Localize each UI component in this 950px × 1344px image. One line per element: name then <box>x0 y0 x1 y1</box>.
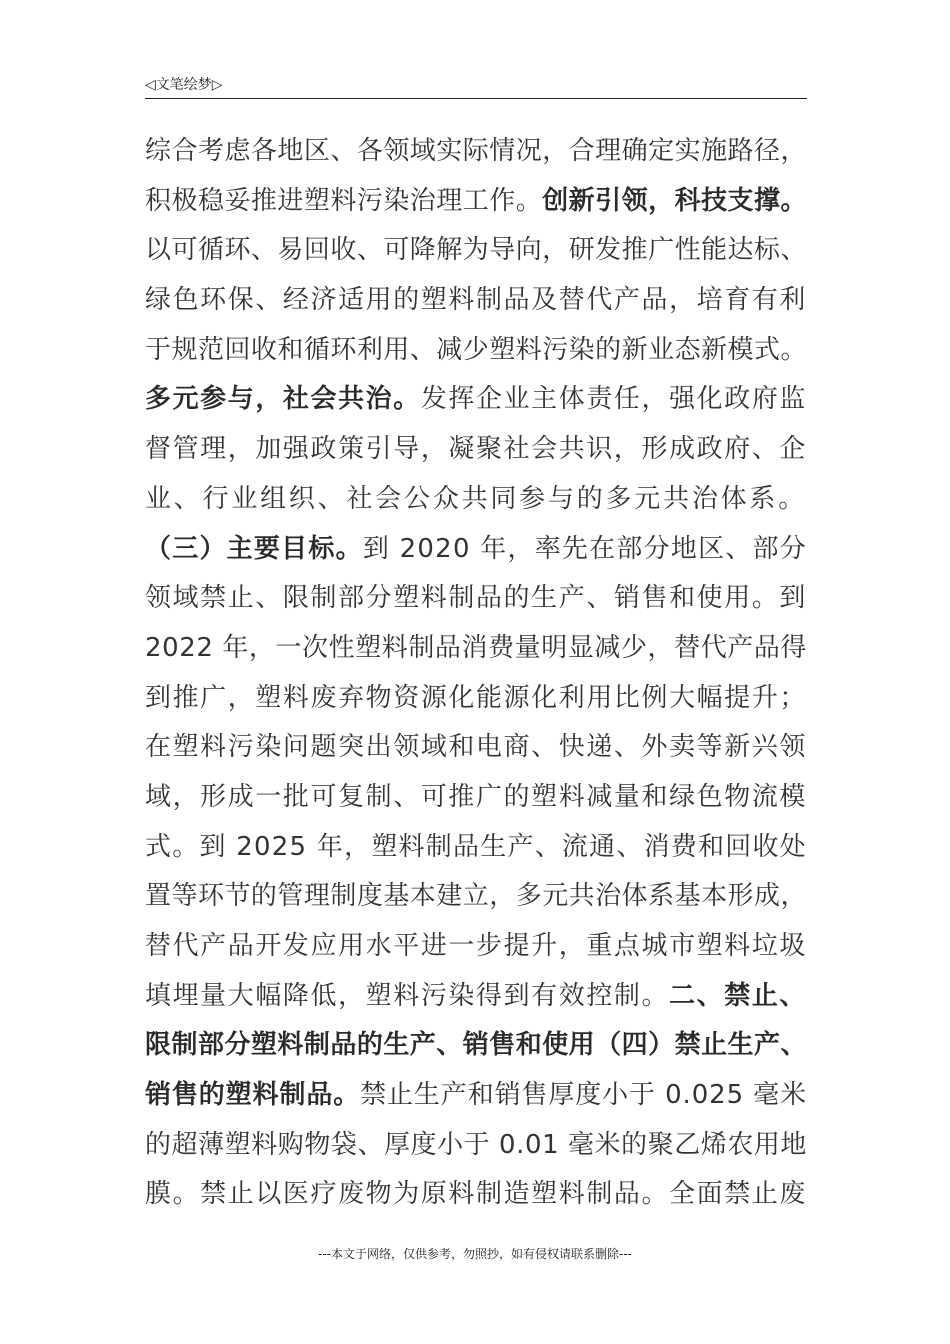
text-run: 到推广，塑料废弃物资源化能源化利用比例大幅提升； <box>145 682 807 713</box>
text-line <box>145 1121 807 1171</box>
text-line <box>145 475 807 525</box>
text-run: 积极稳妥推进塑料污染治理工作。 <box>145 185 543 216</box>
text-line <box>145 425 807 475</box>
text-line <box>145 226 807 276</box>
page-footer: ---本文于网络，仅供参考，勿照抄，如有侵权请联系删除--- <box>318 1247 632 1261</box>
bold-phrase: （三）主要目标。 <box>145 533 363 564</box>
text-run: 领域禁止、限制部分塑料制品的生产、销售和使用。到 <box>145 583 807 614</box>
text-run: 膜。禁止以医疗废物为原料制造塑料制品。全面禁止废 <box>145 1179 807 1210</box>
text-run: 置等环节的管理制度基本建立，多元共治体系基本形成， <box>145 881 807 912</box>
bold-phrase: 创新引领，科技支撑。 <box>542 185 807 216</box>
text-line <box>145 1021 807 1071</box>
text-line <box>145 127 807 177</box>
text-line <box>145 922 807 972</box>
text-line <box>145 674 807 724</box>
text-line <box>145 624 807 674</box>
text-line <box>145 326 807 376</box>
text-run: 综合考虑各地区、各领域实际情况，合理确定实施路径， <box>145 136 807 166</box>
text-run: 禁止生产和销售厚度小于 0.025 毫米 <box>360 1080 807 1111</box>
bold-phrase: 销售的塑料制品。 <box>145 1080 361 1111</box>
text-line <box>145 872 807 922</box>
text-run: 式。到 2025 年，塑料制品生产、流通、消费和回收处 <box>145 831 807 862</box>
text-run: 以可循环、易回收、可降解为导向，研发推广性能达标、 <box>145 235 807 266</box>
text-line <box>145 574 807 624</box>
text-line <box>145 525 807 575</box>
text-run: 督管理，加强政策引导，凝聚社会共识，形成政府、企 <box>145 434 807 465</box>
text-run: 域，形成一批可复制、可推广的塑料减量和绿色物流模 <box>145 781 807 812</box>
text-line <box>145 375 807 425</box>
text-line <box>145 276 807 326</box>
text-line <box>145 723 807 773</box>
text-line <box>145 823 807 873</box>
text-run: 填埋量大幅降低，塑料污染得到有效控制。 <box>145 980 670 1011</box>
text-run: 于规范回收和循环利用、减少塑料污染的新业态新模式。 <box>145 334 807 365</box>
text-line <box>145 773 807 823</box>
text-run: 替代产品开发应用水平进一步提升，重点城市塑料垃圾 <box>145 931 807 961</box>
bold-phrase: 限制部分塑料制品的生产、销售和使用（四）禁止生产、 <box>145 1030 807 1061</box>
text-line <box>145 1071 807 1121</box>
text-line <box>145 1170 807 1220</box>
bold-phrase: 多元参与，社会共治。 <box>145 384 421 415</box>
text-run: 业、行业组织、社会公众共同参与的多元共治体系。 <box>145 483 807 514</box>
text-line <box>145 177 807 227</box>
header-title: ◁文笔绘梦▷ <box>145 77 223 93</box>
text-run: 在塑料污染问题突出领域和电商、快递、外卖等新兴领 <box>145 732 807 763</box>
text-run: 到 2020 年，率先在部分地区、部分 <box>362 533 807 564</box>
page-header <box>145 74 807 99</box>
text-run: 的超薄塑料购物袋、厚度小于 0.01 毫米的聚乙烯农用地 <box>145 1129 807 1160</box>
document-body <box>145 127 807 1220</box>
text-line <box>145 972 807 1022</box>
bold-phrase: 二、禁止、 <box>669 980 807 1011</box>
text-run: 绿色环保、经济适用的塑料制品及替代产品，培育有利 <box>145 285 807 316</box>
text-run: 2022 年，一次性塑料制品消费量明显减少，替代产品得 <box>145 632 807 663</box>
text-run: 发挥企业主体责任，强化政府监 <box>420 384 807 415</box>
